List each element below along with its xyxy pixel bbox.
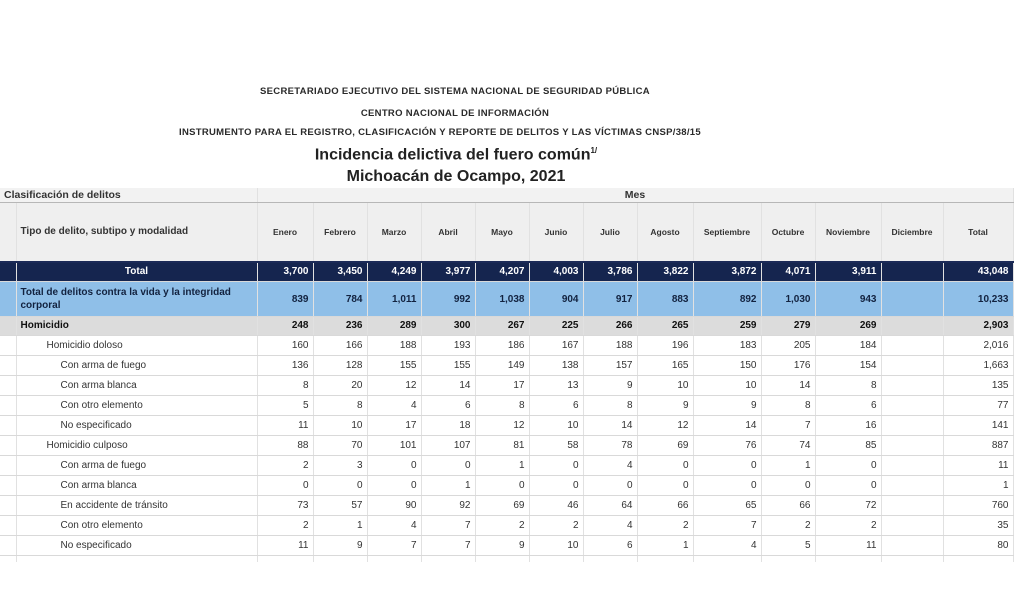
month-value-cell: 992 xyxy=(421,282,475,317)
month-value-cell: 11 xyxy=(257,416,313,436)
month-value-cell: 1,038 xyxy=(475,282,529,317)
cropped-cell xyxy=(693,556,761,563)
month-value-cell: 10 xyxy=(693,376,761,396)
month-value-cell: 5 xyxy=(761,536,815,556)
month-value-cell: 14 xyxy=(761,376,815,396)
month-value-cell: 2 xyxy=(637,516,693,536)
month-value-cell: 90 xyxy=(367,496,421,516)
month-value-cell: 2 xyxy=(529,516,583,536)
title-footnote: 1/ xyxy=(590,146,598,155)
month-value-cell: 289 xyxy=(367,317,421,336)
month-value-cell: 64 xyxy=(583,496,637,516)
month-value-cell: 3,450 xyxy=(313,262,367,282)
month-value-cell: 76 xyxy=(693,436,761,456)
month-value-cell: 0 xyxy=(529,476,583,496)
month-value-cell: 0 xyxy=(693,456,761,476)
month-value-cell: 81 xyxy=(475,436,529,456)
month-value-cell: 157 xyxy=(583,356,637,376)
month-value-cell: 85 xyxy=(815,436,881,456)
cropped-cell xyxy=(0,556,16,563)
row-label: No especificado xyxy=(16,536,257,556)
table-row xyxy=(0,282,1013,317)
month-value-cell: 166 xyxy=(313,336,367,356)
month-value-cell: 4 xyxy=(693,536,761,556)
month-value-cell: 17 xyxy=(475,376,529,396)
month-value-cell: 3,700 xyxy=(257,262,313,282)
month-value-cell: 8 xyxy=(313,396,367,416)
row-label: Con arma blanca xyxy=(16,376,257,396)
month-value-cell: 6 xyxy=(421,396,475,416)
month-value-cell: 8 xyxy=(583,396,637,416)
cropped-cell xyxy=(367,556,421,563)
row-label: Homicidio culposo xyxy=(16,436,257,456)
month-value-cell: 236 xyxy=(313,317,367,336)
month-value-cell: 259 xyxy=(693,317,761,336)
report-title xyxy=(0,146,912,164)
month-value-cell: 9 xyxy=(637,396,693,416)
month-value-cell: 248 xyxy=(257,317,313,336)
month-value-cell: 784 xyxy=(313,282,367,317)
row-total-cell: 760 xyxy=(943,496,1013,516)
month-value-cell: 0 xyxy=(475,476,529,496)
cropped-cell xyxy=(529,556,583,563)
month-value-cell: 9 xyxy=(693,396,761,416)
row-spacer xyxy=(0,317,16,336)
month-value-cell: 0 xyxy=(637,456,693,476)
month-value-cell: 0 xyxy=(529,456,583,476)
month-value-cell xyxy=(881,416,943,436)
month-value-cell: 943 xyxy=(815,282,881,317)
month-value-cell: 184 xyxy=(815,336,881,356)
month-value-cell: 267 xyxy=(475,317,529,336)
month-value-cell: 149 xyxy=(475,356,529,376)
month-value-cell xyxy=(881,436,943,456)
month-value-cell: 10 xyxy=(529,416,583,436)
month-value-cell: 7 xyxy=(421,516,475,536)
month-value-cell: 8 xyxy=(761,396,815,416)
row-total-cell: 1 xyxy=(943,476,1013,496)
month-header: Junio xyxy=(529,203,583,263)
cropped-cell xyxy=(16,556,257,563)
cropped-cell xyxy=(881,556,943,563)
month-value-cell: 4 xyxy=(583,516,637,536)
center-title: CENTRO NACIONAL DE INFORMACIÓN xyxy=(360,108,550,119)
caption-row xyxy=(0,188,1013,203)
month-value-cell: 266 xyxy=(583,317,637,336)
month-value-cell: 0 xyxy=(367,456,421,476)
month-value-cell: 165 xyxy=(637,356,693,376)
month-value-cell: 3,786 xyxy=(583,262,637,282)
month-value-cell: 193 xyxy=(421,336,475,356)
month-value-cell: 92 xyxy=(421,496,475,516)
month-value-cell: 205 xyxy=(761,336,815,356)
row-label: Total de delitos contra la vida y la integridad corporal xyxy=(16,282,257,317)
month-value-cell: 0 xyxy=(257,476,313,496)
month-value-cell: 5 xyxy=(257,396,313,416)
month-value-cell: 74 xyxy=(761,436,815,456)
month-header: Febrero xyxy=(313,203,367,263)
month-value-cell: 3 xyxy=(313,456,367,476)
month-value-cell: 4,249 xyxy=(367,262,421,282)
row-total-cell: 10,233 xyxy=(943,282,1013,317)
month-value-cell: 12 xyxy=(637,416,693,436)
month-value-cell: 2 xyxy=(475,516,529,536)
month-value-cell xyxy=(881,496,943,516)
month-value-cell: 136 xyxy=(257,356,313,376)
row-total-cell: 2,903 xyxy=(943,317,1013,336)
month-value-cell: 2 xyxy=(257,456,313,476)
month-value-cell xyxy=(881,516,943,536)
month-value-cell: 183 xyxy=(693,336,761,356)
table-row xyxy=(0,317,1013,336)
month-value-cell: 4 xyxy=(583,456,637,476)
month-value-cell: 150 xyxy=(693,356,761,376)
month-header: Noviembre xyxy=(815,203,881,263)
month-value-cell: 6 xyxy=(529,396,583,416)
row-spacer xyxy=(0,396,16,416)
row-spacer xyxy=(0,356,16,376)
month-value-cell: 4,071 xyxy=(761,262,815,282)
month-value-cell: 1 xyxy=(637,536,693,556)
month-value-cell: 8 xyxy=(475,396,529,416)
month-value-cell: 13 xyxy=(529,376,583,396)
cropped-cell xyxy=(421,556,475,563)
row-total-cell: 887 xyxy=(943,436,1013,456)
month-value-cell: 0 xyxy=(815,456,881,476)
row-total-cell: 135 xyxy=(943,376,1013,396)
month-value-cell: 0 xyxy=(421,456,475,476)
month-header: Mayo xyxy=(475,203,529,263)
agency-title: SECRETARIADO EJECUTIVO DEL SISTEMA NACIONAL DE SEGURIDAD PÚBLICA xyxy=(260,86,650,97)
cropped-cell xyxy=(637,556,693,563)
month-value-cell: 225 xyxy=(529,317,583,336)
month-value-cell: 160 xyxy=(257,336,313,356)
month-value-cell: 196 xyxy=(637,336,693,356)
month-value-cell: 7 xyxy=(367,536,421,556)
month-value-cell: 155 xyxy=(367,356,421,376)
month-value-cell: 0 xyxy=(693,476,761,496)
month-value-cell xyxy=(881,456,943,476)
table-row xyxy=(0,476,1013,496)
month-header: Agosto xyxy=(637,203,693,263)
month-value-cell: 839 xyxy=(257,282,313,317)
month-value-cell: 1 xyxy=(475,456,529,476)
cropped-cell xyxy=(761,556,815,563)
row-label: Con otro elemento xyxy=(16,396,257,416)
table-row xyxy=(0,516,1013,536)
month-value-cell: 107 xyxy=(421,436,475,456)
cropped-cell xyxy=(257,556,313,563)
month-value-cell: 69 xyxy=(637,436,693,456)
month-value-cell: 0 xyxy=(313,476,367,496)
month-value-cell: 265 xyxy=(637,317,693,336)
month-value-cell: 57 xyxy=(313,496,367,516)
month-value-cell: 16 xyxy=(815,416,881,436)
month-value-cell: 2 xyxy=(257,516,313,536)
caption-left: Clasificación de delitos xyxy=(0,188,257,203)
table-row xyxy=(0,336,1013,356)
month-value-cell: 892 xyxy=(693,282,761,317)
month-value-cell: 12 xyxy=(475,416,529,436)
month-value-cell: 6 xyxy=(583,536,637,556)
cropped-cell xyxy=(583,556,637,563)
month-value-cell: 46 xyxy=(529,496,583,516)
month-value-cell: 3,911 xyxy=(815,262,881,282)
row-label: En accidente de tránsito xyxy=(16,496,257,516)
month-value-cell: 154 xyxy=(815,356,881,376)
row-label: No especificado xyxy=(16,416,257,436)
month-value-cell xyxy=(881,336,943,356)
month-value-cell: 7 xyxy=(421,536,475,556)
month-value-cell: 7 xyxy=(761,416,815,436)
month-value-cell: 18 xyxy=(421,416,475,436)
month-value-cell: 10 xyxy=(637,376,693,396)
caption-mes: Mes xyxy=(257,188,1013,203)
row-spacer xyxy=(0,536,16,556)
row-spacer xyxy=(0,282,16,317)
month-value-cell: 3,822 xyxy=(637,262,693,282)
month-value-cell: 20 xyxy=(313,376,367,396)
table-row xyxy=(0,416,1013,436)
crime-table xyxy=(0,188,1014,562)
month-value-cell: 58 xyxy=(529,436,583,456)
month-value-cell: 0 xyxy=(637,476,693,496)
month-value-cell xyxy=(881,282,943,317)
table-row xyxy=(0,496,1013,516)
month-value-cell: 8 xyxy=(815,376,881,396)
month-value-cell: 17 xyxy=(367,416,421,436)
row-total-cell: 2,016 xyxy=(943,336,1013,356)
month-value-cell xyxy=(881,262,943,282)
table-row xyxy=(0,396,1013,416)
month-value-cell: 1 xyxy=(761,456,815,476)
row-label: Homicidio xyxy=(16,317,257,336)
month-value-cell: 1 xyxy=(421,476,475,496)
month-value-cell: 14 xyxy=(693,416,761,436)
month-value-cell: 167 xyxy=(529,336,583,356)
month-header: Enero xyxy=(257,203,313,263)
month-value-cell xyxy=(881,376,943,396)
month-value-cell: 9 xyxy=(583,376,637,396)
month-value-cell: 8 xyxy=(257,376,313,396)
month-value-cell: 4 xyxy=(367,516,421,536)
table-row xyxy=(0,436,1013,456)
table-row xyxy=(0,456,1013,476)
month-value-cell: 188 xyxy=(367,336,421,356)
month-value-cell: 78 xyxy=(583,436,637,456)
row-total-cell: 35 xyxy=(943,516,1013,536)
month-value-cell: 10 xyxy=(529,536,583,556)
instrument-title: INSTRUMENTO PARA EL REGISTRO, CLASIFICACIÓN Y REPORTE DE DELITOS Y LAS VÍCTIMAS CNSP/38/15 xyxy=(179,127,701,138)
row-total-cell: 11 xyxy=(943,456,1013,476)
month-header: Diciembre xyxy=(881,203,943,263)
header-spacer xyxy=(0,203,16,263)
month-value-cell: 0 xyxy=(761,476,815,496)
row-label: Homicidio doloso xyxy=(16,336,257,356)
month-header: Marzo xyxy=(367,203,421,263)
month-value-cell: 138 xyxy=(529,356,583,376)
row-label: Con otro elemento xyxy=(16,516,257,536)
row-total-cell: 1,663 xyxy=(943,356,1013,376)
month-header: Abril xyxy=(421,203,475,263)
total-header: Total xyxy=(943,203,1013,263)
row-total-cell: 80 xyxy=(943,536,1013,556)
month-value-cell: 1,030 xyxy=(761,282,815,317)
month-value-cell: 2 xyxy=(761,516,815,536)
month-value-cell: 12 xyxy=(367,376,421,396)
month-value-cell xyxy=(881,396,943,416)
month-value-cell: 70 xyxy=(313,436,367,456)
month-value-cell: 0 xyxy=(815,476,881,496)
row-spacer xyxy=(0,416,16,436)
row-spacer xyxy=(0,496,16,516)
row-spacer xyxy=(0,336,16,356)
month-value-cell: 10 xyxy=(313,416,367,436)
row-spacer xyxy=(0,262,16,282)
month-value-cell: 3,872 xyxy=(693,262,761,282)
month-header: Octubre xyxy=(761,203,815,263)
column-header-row xyxy=(0,203,1013,263)
month-value-cell: 66 xyxy=(637,496,693,516)
month-value-cell: 4,207 xyxy=(475,262,529,282)
row-label: Total xyxy=(16,262,257,282)
month-value-cell: 269 xyxy=(815,317,881,336)
report-subtitle: Michoacán de Ocampo, 2021 xyxy=(346,168,566,185)
month-value-cell: 101 xyxy=(367,436,421,456)
month-value-cell: 1,011 xyxy=(367,282,421,317)
row-spacer xyxy=(0,516,16,536)
month-value-cell: 9 xyxy=(313,536,367,556)
type-header: Tipo de delito, subtipo y modalidad xyxy=(16,203,257,263)
table-row xyxy=(0,536,1013,556)
month-value-cell: 176 xyxy=(761,356,815,376)
month-value-cell xyxy=(881,317,943,336)
month-value-cell: 73 xyxy=(257,496,313,516)
cropped-cell xyxy=(943,556,1013,563)
table-row xyxy=(0,262,1013,282)
month-value-cell: 4 xyxy=(367,396,421,416)
cropped-cell xyxy=(815,556,881,563)
month-value-cell: 128 xyxy=(313,356,367,376)
month-value-cell: 188 xyxy=(583,336,637,356)
month-header: Septiembre xyxy=(693,203,761,263)
row-spacer xyxy=(0,476,16,496)
cropped-cell xyxy=(475,556,529,563)
month-value-cell: 9 xyxy=(475,536,529,556)
month-value-cell: 69 xyxy=(475,496,529,516)
month-value-cell: 4,003 xyxy=(529,262,583,282)
month-value-cell: 11 xyxy=(815,536,881,556)
row-label: Con arma de fuego xyxy=(16,456,257,476)
month-value-cell: 279 xyxy=(761,317,815,336)
month-value-cell xyxy=(881,536,943,556)
month-value-cell: 72 xyxy=(815,496,881,516)
month-value-cell: 2 xyxy=(815,516,881,536)
month-header: Julio xyxy=(583,203,637,263)
row-total-cell: 141 xyxy=(943,416,1013,436)
month-value-cell: 65 xyxy=(693,496,761,516)
month-value-cell: 7 xyxy=(693,516,761,536)
month-value-cell: 186 xyxy=(475,336,529,356)
month-value-cell: 88 xyxy=(257,436,313,456)
month-value-cell xyxy=(881,476,943,496)
month-value-cell xyxy=(881,356,943,376)
month-value-cell: 6 xyxy=(815,396,881,416)
month-value-cell: 3,977 xyxy=(421,262,475,282)
row-spacer xyxy=(0,456,16,476)
row-total-cell: 43,048 xyxy=(943,262,1013,282)
month-value-cell: 14 xyxy=(421,376,475,396)
row-label: Con arma de fuego xyxy=(16,356,257,376)
row-total-cell: 77 xyxy=(943,396,1013,416)
month-value-cell: 14 xyxy=(583,416,637,436)
row-spacer xyxy=(0,436,16,456)
month-value-cell: 917 xyxy=(583,282,637,317)
month-value-cell: 883 xyxy=(637,282,693,317)
row-spacer xyxy=(0,376,16,396)
month-value-cell: 300 xyxy=(421,317,475,336)
month-value-cell: 11 xyxy=(257,536,313,556)
month-value-cell: 66 xyxy=(761,496,815,516)
report-title-text: Incidencia delictiva del fuero común xyxy=(314,146,591,164)
cropped-cell xyxy=(313,556,367,563)
month-value-cell: 1 xyxy=(313,516,367,536)
table-row xyxy=(0,376,1013,396)
month-value-cell: 0 xyxy=(367,476,421,496)
month-value-cell: 904 xyxy=(529,282,583,317)
cropped-row xyxy=(0,556,1013,563)
month-value-cell: 155 xyxy=(421,356,475,376)
row-label: Con arma blanca xyxy=(16,476,257,496)
table-row xyxy=(0,356,1013,376)
month-value-cell: 0 xyxy=(583,476,637,496)
